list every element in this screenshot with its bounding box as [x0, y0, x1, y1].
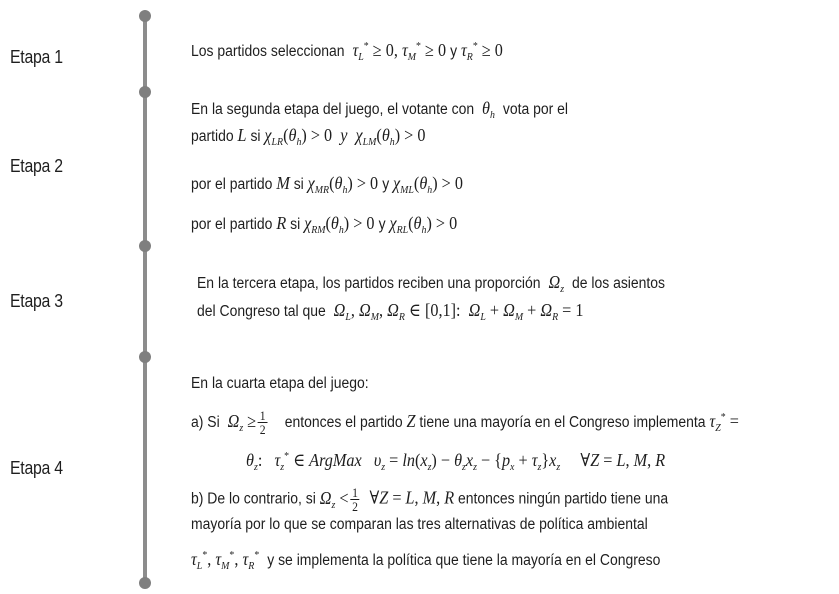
stage2-line1: En la segunda etapa del juego, el votante con $\theta_h$ vota por el [191, 98, 569, 121]
timeline-node [139, 86, 151, 98]
stage3-line1: En la tercera etapa, los partidos reciben una proporción $\Omega_z$ de los asientos [197, 272, 666, 295]
timeline-node [139, 577, 151, 589]
stage4-line6: $\tau_L^*$, $\tau_M^*$, $\tau_R^*$ y se implementa la política que tiene la mayoría en el Congreso [191, 549, 661, 572]
timeline-node [139, 10, 151, 22]
timeline-node [139, 240, 151, 252]
stage4-line5: mayoría por lo que se comparan las tres alternativas de política ambiental [191, 516, 648, 533]
stage3-line2: del Congreso tal que $\Omega_L$, $\Omega_M$, $\Omega_R$ ∈ [0,1]: $\Omega_L + \Omega_M + \Omega_R = 1$ [197, 300, 584, 323]
stage-label-3: Etapa 3 [10, 291, 63, 311]
stage-label-1: Etapa 1 [10, 47, 63, 67]
timeline-line [143, 14, 147, 582]
stage1-text: Los partidos seleccionan $\tau_L^* \ge 0$, $\tau_M^* \ge 0$ y $\tau_R^* \ge 0$ [191, 40, 503, 63]
stage2-line4: por el partido R si $\chi_{RM}(\theta_h) > 0$ y $\chi_{RL}(\theta_h) > 0$ [191, 213, 458, 236]
stage4-line4: b) De lo contrario, si $\Omega_z$ < $\frac{1}{2}$ ∀Z = L, M, R entonces ningún partido tiene una [191, 485, 669, 514]
stage-label-4: Etapa 4 [10, 458, 63, 478]
stage-label-2: Etapa 2 [10, 156, 63, 176]
stage2-line3: por el partido M si $\chi_{MR}(\theta_h) > 0$ y $\chi_{ML}(\theta_h) > 0$ [191, 173, 463, 196]
stage2-line2: partido L si $\chi_{LR}(\theta_h) > 0$ y $\chi_{LM}(\theta_h) > 0$ [191, 125, 426, 148]
stage4-line2: a) Si $\Omega_z$ ≥ $\frac{1}{2}$ entonces el partido Z tiene una mayoría en el Congreso implementa $\tau_Z^*$ = [191, 408, 739, 438]
stage4-line3: $\theta_z$: $\tau_z^*$ ∈ ArgMax $\upsilon_z = \ln(x_z) - \theta_zx_z - \{p_x + \tau_z\}x_z$ ∀Z = L, M, R [246, 450, 666, 473]
timeline-node [139, 351, 151, 363]
stage4-line1: En la cuarta etapa del juego: [191, 375, 369, 392]
